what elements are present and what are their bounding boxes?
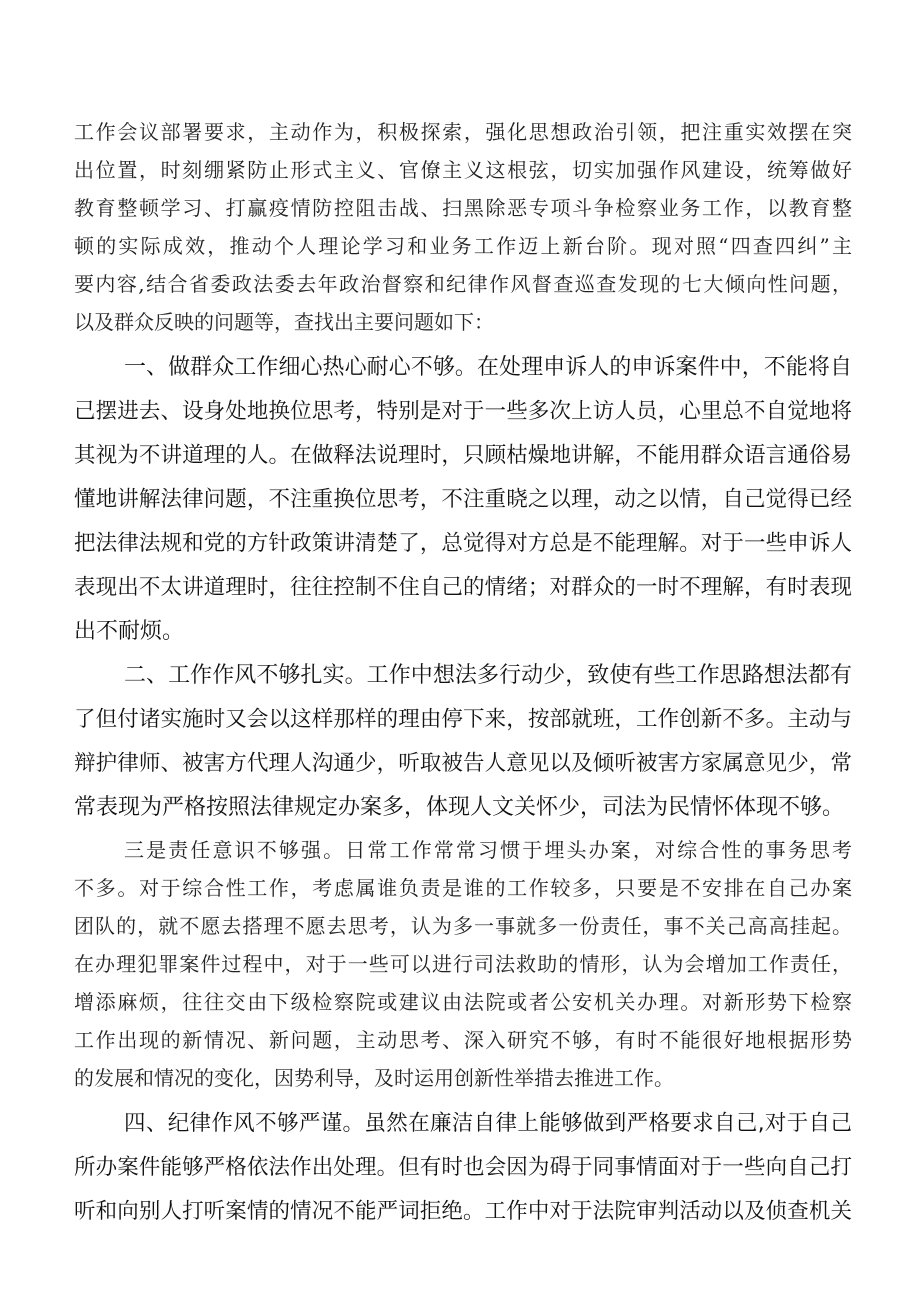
text-line: 团队的，就不愿去搭理不愿去思考，认为多一事就多一份责任，事不关己高高挂起。 — [74, 914, 852, 938]
text-line: 其视为不讲道理的人。在做释法说理时，只顾枯燥地讲解，不能用群众语言通俗易 — [74, 443, 852, 468]
text-line: 常表现为严格按照法律规定办案多，体现人文关怀少，司法为民情怀体现不够。 — [74, 795, 845, 820]
text-line: 增添麻烦，往往交由下级检察院或建议由法院或者公安机关办理。对新形势下检察 — [74, 990, 852, 1014]
text-line: 了但付诸实施时又会以这样那样的理由停下来，按部就班，工作创新不多。主动与 — [74, 707, 852, 732]
text-line: 己摆进去、设身处地换位思考，特别是对于一些多次上访人员，心里总不自觉地将 — [74, 399, 852, 424]
text-line: 辩护律师、被害方代理人沟通少，听取被告人意见以及倾听被害方家属意见少，常 — [74, 751, 852, 776]
text-line: 所办案件能够严格依法作出处理。但有时也会因为碍于同事情面对于一些向自己打 — [74, 1155, 852, 1180]
text-line: 懂地讲解法律问题，不注重换位思考，不注重晓之以理，动之以情，自己觉得已经 — [74, 487, 852, 512]
text-line: 听和向别人打听案情的情况不能严词拒绝。工作中对于法院审判活动以及侦查机关 — [74, 1199, 852, 1224]
text-line: 四、纪律作风不够严谨。虽然在廉洁自律上能够做到严格要求自己,对于自己 — [124, 1111, 852, 1136]
text-line: 出不耐烦。 — [74, 619, 185, 644]
text-line: 二、工作作风不够扎实。工作中想法多行动少，致使有些工作思路想法都有 — [124, 663, 852, 688]
text-line: 不多。对于综合性工作，考虑属谁负责是谁的工作较多，只要是不安排在自己办案 — [74, 876, 852, 900]
text-line: 工作出现的新情况、新问题，主动思考、深入研究不够，有时不能很好地根据形势 — [74, 1028, 852, 1052]
text-line: 教育整顿学习、打赢疫情防控阻击战、扫黑除恶专项斗争检察业务工作，以教育整 — [74, 196, 852, 220]
text-line: 出位置，时刻绷紧防止形式主义、官僚主义这根弦，切实加强作风建设，统筹做好 — [74, 158, 852, 182]
text-line: 顿的实际成效，推动个人理论学习和业务工作迈上新台阶。现对照“四查四纠”主 — [74, 234, 852, 258]
text-line: 要内容,结合省委政法委去年政治督察和纪律作风督查巡查发现的七大倾向性问题， — [74, 272, 852, 296]
text-line: 工作会议部署要求，主动作为，积极探索，强化思想政治引领，把注重实效摆在突 — [74, 120, 852, 144]
text-line: 表现出不太讲道理时，往往控制不住自己的情绪；对群众的一时不理解，有时表现 — [74, 575, 852, 600]
text-line: 的发展和情况的变化，因势利导，及时运用创新性举措去推进工作。 — [74, 1066, 674, 1090]
text-line: 把法律法规和党的方针政策讲清楚了，总觉得对方总是不能理解。对于一些申诉人 — [74, 531, 852, 556]
text-line: 在办理犯罪案件过程中，对于一些可以进行司法救助的情形，认为会增加工作责任， — [74, 952, 852, 976]
text-line: 一、做群众工作细心热心耐心不够。在处理申诉人的申诉案件中，不能将自 — [124, 355, 852, 380]
text-line: 以及群众反映的问题等，查找出主要问题如下： — [74, 310, 494, 334]
text-line: 三是责任意识不够强。日常工作常常习惯于埋头办案，对综合性的事务思考 — [124, 838, 852, 862]
